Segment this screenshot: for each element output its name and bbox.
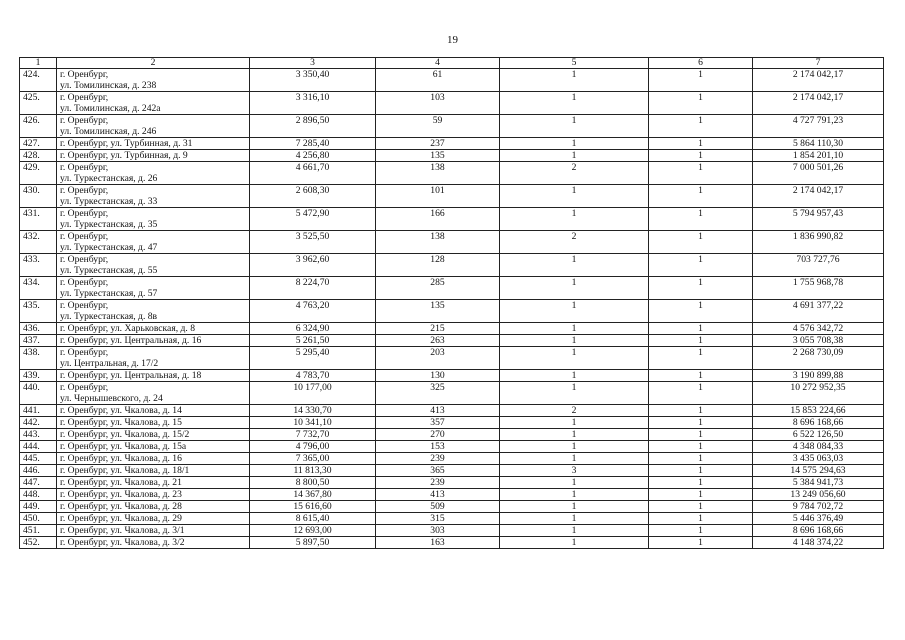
table-row bbox=[20, 185, 884, 208]
address-line: г. Оренбург, bbox=[60, 208, 109, 219]
column-4-cell: 413 bbox=[376, 489, 500, 501]
address-line: г. Оренбург, bbox=[60, 277, 109, 288]
column-4-cell: 263 bbox=[376, 335, 500, 347]
table-row bbox=[20, 441, 884, 453]
table-row bbox=[20, 429, 884, 441]
column-5-cell: 1 bbox=[500, 138, 649, 150]
table-row bbox=[20, 277, 884, 300]
row-number-cell: 439. bbox=[20, 370, 57, 382]
column-number-header-row bbox=[20, 58, 884, 69]
row-number-cell: 447. bbox=[20, 477, 57, 489]
column-4-cell: 163 bbox=[376, 537, 500, 549]
table-row bbox=[20, 335, 884, 347]
address-line: г. Оренбург, ул. Чкалова, д. 28 bbox=[60, 501, 182, 512]
address-cell bbox=[57, 537, 250, 549]
address-cell bbox=[57, 370, 250, 382]
address-line: г. Оренбург, ул. Чкалова, д. 16 bbox=[60, 453, 182, 464]
address-cell bbox=[57, 347, 250, 370]
column-3-cell: 7 365,00 bbox=[250, 453, 376, 465]
column-header: 5 bbox=[500, 58, 649, 69]
address-line: г. Оренбург, bbox=[60, 162, 109, 173]
row-number-cell: 427. bbox=[20, 138, 57, 150]
address-cell bbox=[57, 150, 250, 162]
column-5-cell: 1 bbox=[500, 254, 649, 277]
column-4-cell: 153 bbox=[376, 441, 500, 453]
address-line: ул. Туркестанская, д. 35 bbox=[60, 219, 158, 230]
column-6-cell: 1 bbox=[649, 382, 753, 405]
column-3-cell: 5 295,40 bbox=[250, 347, 376, 370]
address-cell bbox=[57, 405, 250, 417]
column-6-cell: 1 bbox=[649, 150, 753, 162]
column-3-cell: 6 324,90 bbox=[250, 323, 376, 335]
column-7-cell: 7 000 501,26 bbox=[753, 162, 884, 185]
table-row bbox=[20, 417, 884, 429]
column-7-cell: 13 249 056,60 bbox=[753, 489, 884, 501]
column-6-cell: 1 bbox=[649, 185, 753, 208]
column-6-cell: 1 bbox=[649, 370, 753, 382]
row-number-cell: 445. bbox=[20, 453, 57, 465]
column-5-cell: 1 bbox=[500, 477, 649, 489]
address-line: г. Оренбург, bbox=[60, 300, 109, 311]
row-number-cell: 444. bbox=[20, 441, 57, 453]
address-cell bbox=[57, 277, 250, 300]
column-6-cell: 1 bbox=[649, 277, 753, 300]
column-7-cell: 4 691 377,22 bbox=[753, 300, 884, 323]
row-number-cell: 436. bbox=[20, 323, 57, 335]
address-line: г. Оренбург, ул. Чкалова, д. 3/2 bbox=[60, 537, 185, 548]
address-line: ул. Томилинская, д. 246 bbox=[60, 126, 157, 137]
address-line: г. Оренбург, bbox=[60, 69, 109, 80]
row-number-cell: 433. bbox=[20, 254, 57, 277]
column-6-cell: 1 bbox=[649, 323, 753, 335]
column-4-cell: 325 bbox=[376, 382, 500, 405]
column-7-cell: 14 575 294,63 bbox=[753, 465, 884, 477]
address-cell bbox=[57, 69, 250, 92]
address-cell bbox=[57, 489, 250, 501]
row-number-cell: 434. bbox=[20, 277, 57, 300]
column-7-cell: 4 148 374,22 bbox=[753, 537, 884, 549]
column-3-cell: 5 472,90 bbox=[250, 208, 376, 231]
column-6-cell: 1 bbox=[649, 441, 753, 453]
address-cell bbox=[57, 335, 250, 347]
address-line: ул. Туркестанская, д. 26 bbox=[60, 173, 158, 184]
address-cell bbox=[57, 465, 250, 477]
address-line: г. Оренбург, ул. Чкалова, д. 23 bbox=[60, 489, 182, 500]
column-7-cell: 5 384 941,73 bbox=[753, 477, 884, 489]
address-line: ул. Туркестанская, д. 55 bbox=[60, 265, 158, 276]
column-header: 7 bbox=[753, 58, 884, 69]
column-4-cell: 101 bbox=[376, 185, 500, 208]
address-cell bbox=[57, 453, 250, 465]
column-6-cell: 1 bbox=[649, 513, 753, 525]
column-3-cell: 7 732,70 bbox=[250, 429, 376, 441]
address-line: г. Оренбург, ул. Чкалова, д. 15а bbox=[60, 441, 187, 452]
column-7-cell: 5 794 957,43 bbox=[753, 208, 884, 231]
column-5-cell: 1 bbox=[500, 513, 649, 525]
column-6-cell: 1 bbox=[649, 537, 753, 549]
table-row bbox=[20, 300, 884, 323]
column-3-cell: 8 800,50 bbox=[250, 477, 376, 489]
address-line: ул. Томилинская, д. 238 bbox=[60, 80, 157, 91]
row-number-cell: 426. bbox=[20, 115, 57, 138]
row-number-cell: 449. bbox=[20, 501, 57, 513]
column-5-cell: 1 bbox=[500, 501, 649, 513]
column-6-cell: 1 bbox=[649, 115, 753, 138]
column-5-cell: 1 bbox=[500, 115, 649, 138]
address-line: г. Оренбург, ул. Харьковская, д. 8 bbox=[60, 323, 196, 334]
address-cell bbox=[57, 138, 250, 150]
page-number: 19 bbox=[447, 34, 458, 46]
address-line: г. Оренбург, bbox=[60, 231, 109, 242]
address-cell bbox=[57, 92, 250, 115]
column-3-cell: 2 896,50 bbox=[250, 115, 376, 138]
row-number-cell: 448. bbox=[20, 489, 57, 501]
column-5-cell: 1 bbox=[500, 69, 649, 92]
row-number-cell: 451. bbox=[20, 525, 57, 537]
column-6-cell: 1 bbox=[649, 477, 753, 489]
address-line: г. Оренбург, bbox=[60, 92, 109, 103]
table-row bbox=[20, 92, 884, 115]
column-7-cell: 8 696 168,66 bbox=[753, 525, 884, 537]
row-number-cell: 430. bbox=[20, 185, 57, 208]
row-number-cell: 442. bbox=[20, 417, 57, 429]
column-4-cell: 303 bbox=[376, 525, 500, 537]
column-4-cell: 130 bbox=[376, 370, 500, 382]
row-number-cell: 432. bbox=[20, 231, 57, 254]
column-5-cell: 1 bbox=[500, 537, 649, 549]
row-number-cell: 429. bbox=[20, 162, 57, 185]
column-3-cell: 14 367,80 bbox=[250, 489, 376, 501]
column-4-cell: 138 bbox=[376, 231, 500, 254]
address-cell bbox=[57, 382, 250, 405]
column-3-cell: 4 256,80 bbox=[250, 150, 376, 162]
column-6-cell: 1 bbox=[649, 254, 753, 277]
address-line: г. Оренбург, bbox=[60, 347, 109, 358]
column-3-cell: 3 525,50 bbox=[250, 231, 376, 254]
table-row bbox=[20, 347, 884, 370]
column-7-cell: 1 755 968,78 bbox=[753, 277, 884, 300]
column-6-cell: 1 bbox=[649, 231, 753, 254]
column-4-cell: 215 bbox=[376, 323, 500, 335]
column-4-cell: 237 bbox=[376, 138, 500, 150]
column-3-cell: 10 177,00 bbox=[250, 382, 376, 405]
column-header: 6 bbox=[649, 58, 753, 69]
column-4-cell: 239 bbox=[376, 477, 500, 489]
address-line: г. Оренбург, ул. Турбинная, д. 31 bbox=[60, 138, 193, 149]
address-line: г. Оренбург, ул. Центральная, д. 18 bbox=[60, 370, 202, 381]
column-3-cell: 3 350,40 bbox=[250, 69, 376, 92]
column-6-cell: 1 bbox=[649, 501, 753, 513]
table-row bbox=[20, 501, 884, 513]
column-6-cell: 1 bbox=[649, 335, 753, 347]
column-3-cell: 2 608,30 bbox=[250, 185, 376, 208]
column-4-cell: 138 bbox=[376, 162, 500, 185]
address-line: г. Оренбург, ул. Чкалова, д. 18/1 bbox=[60, 465, 190, 476]
row-number-cell: 431. bbox=[20, 208, 57, 231]
table-row bbox=[20, 138, 884, 150]
column-7-cell: 3 435 063,03 bbox=[753, 453, 884, 465]
table-row bbox=[20, 477, 884, 489]
table-row bbox=[20, 382, 884, 405]
column-4-cell: 239 bbox=[376, 453, 500, 465]
address-cell bbox=[57, 429, 250, 441]
table-row bbox=[20, 208, 884, 231]
address-cell bbox=[57, 501, 250, 513]
row-number-cell: 446. bbox=[20, 465, 57, 477]
row-number-cell: 437. bbox=[20, 335, 57, 347]
column-3-cell: 4 763,20 bbox=[250, 300, 376, 323]
column-7-cell: 1 854 201,10 bbox=[753, 150, 884, 162]
address-line: ул. Туркестанская, д. 33 bbox=[60, 196, 158, 207]
table-row bbox=[20, 370, 884, 382]
column-5-cell: 1 bbox=[500, 489, 649, 501]
column-7-cell: 4 348 084,33 bbox=[753, 441, 884, 453]
column-3-cell: 4 661,70 bbox=[250, 162, 376, 185]
address-line: г. Оренбург, ул. Чкалова, д. 21 bbox=[60, 477, 182, 488]
table-row bbox=[20, 537, 884, 549]
table-row bbox=[20, 254, 884, 277]
address-line: ул. Туркестанская, д. 8в bbox=[60, 311, 158, 322]
address-cell bbox=[57, 162, 250, 185]
table-row bbox=[20, 405, 884, 417]
column-5-cell: 2 bbox=[500, 405, 649, 417]
column-3-cell: 10 341,10 bbox=[250, 417, 376, 429]
column-7-cell: 5 446 376,49 bbox=[753, 513, 884, 525]
column-header: 1 bbox=[20, 58, 57, 69]
column-6-cell: 1 bbox=[649, 465, 753, 477]
column-6-cell: 1 bbox=[649, 347, 753, 370]
column-7-cell: 703 727,76 bbox=[753, 254, 884, 277]
column-header: 4 bbox=[376, 58, 500, 69]
column-4-cell: 357 bbox=[376, 417, 500, 429]
column-7-cell: 9 784 702,72 bbox=[753, 501, 884, 513]
address-cell bbox=[57, 525, 250, 537]
column-7-cell: 3 055 708,38 bbox=[753, 335, 884, 347]
column-7-cell: 4 576 342,72 bbox=[753, 323, 884, 335]
column-5-cell: 1 bbox=[500, 347, 649, 370]
column-4-cell: 270 bbox=[376, 429, 500, 441]
address-line: ул. Туркестанская, д. 47 bbox=[60, 242, 158, 253]
column-7-cell: 4 727 791,23 bbox=[753, 115, 884, 138]
column-3-cell: 8 224,70 bbox=[250, 277, 376, 300]
column-5-cell: 1 bbox=[500, 277, 649, 300]
column-4-cell: 285 bbox=[376, 277, 500, 300]
column-5-cell: 2 bbox=[500, 231, 649, 254]
address-line: г. Оренбург, ул. Чкалова, д. 15/2 bbox=[60, 429, 190, 440]
address-line: ул. Чернышевского, д. 24 bbox=[60, 393, 163, 404]
column-header: 3 bbox=[250, 58, 376, 69]
column-6-cell: 1 bbox=[649, 69, 753, 92]
column-3-cell: 5 897,50 bbox=[250, 537, 376, 549]
column-4-cell: 61 bbox=[376, 69, 500, 92]
table-row bbox=[20, 115, 884, 138]
address-cell bbox=[57, 477, 250, 489]
column-7-cell: 6 522 126,50 bbox=[753, 429, 884, 441]
address-line: г. Оренбург, ул. Чкалова, д. 15 bbox=[60, 417, 182, 428]
column-7-cell: 2 174 042,17 bbox=[753, 185, 884, 208]
column-7-cell: 5 864 110,30 bbox=[753, 138, 884, 150]
column-7-cell: 2 268 730,09 bbox=[753, 347, 884, 370]
column-6-cell: 1 bbox=[649, 417, 753, 429]
column-3-cell: 3 962,60 bbox=[250, 254, 376, 277]
column-5-cell: 1 bbox=[500, 300, 649, 323]
address-line: г. Оренбург, bbox=[60, 254, 109, 265]
address-line: г. Оренбург, ул. Чкалова, д. 3/1 bbox=[60, 525, 185, 536]
row-number-cell: 424. bbox=[20, 69, 57, 92]
address-cell bbox=[57, 417, 250, 429]
table-row bbox=[20, 162, 884, 185]
column-5-cell: 1 bbox=[500, 185, 649, 208]
table-row bbox=[20, 231, 884, 254]
column-3-cell: 12 693,00 bbox=[250, 525, 376, 537]
address-line: г. Оренбург, bbox=[60, 185, 109, 196]
address-cell bbox=[57, 300, 250, 323]
address-line: г. Оренбург, ул. Турбинная, д. 9 bbox=[60, 150, 188, 161]
column-5-cell: 3 bbox=[500, 465, 649, 477]
column-4-cell: 135 bbox=[376, 300, 500, 323]
address-cell bbox=[57, 231, 250, 254]
column-7-cell: 2 174 042,17 bbox=[753, 92, 884, 115]
column-3-cell: 7 285,40 bbox=[250, 138, 376, 150]
address-line: ул. Туркестанская, д. 57 bbox=[60, 288, 158, 299]
column-5-cell: 1 bbox=[500, 453, 649, 465]
address-line: г. Оренбург, bbox=[60, 382, 109, 393]
column-4-cell: 128 bbox=[376, 254, 500, 277]
column-4-cell: 509 bbox=[376, 501, 500, 513]
column-4-cell: 166 bbox=[376, 208, 500, 231]
row-number-cell: 440. bbox=[20, 382, 57, 405]
column-4-cell: 365 bbox=[376, 465, 500, 477]
address-line: ул. Центральная, д. 17/2 bbox=[60, 358, 159, 369]
column-3-cell: 14 330,70 bbox=[250, 405, 376, 417]
column-3-cell: 4 783,70 bbox=[250, 370, 376, 382]
row-number-cell: 425. bbox=[20, 92, 57, 115]
column-5-cell: 1 bbox=[500, 525, 649, 537]
column-5-cell: 1 bbox=[500, 429, 649, 441]
address-cell bbox=[57, 208, 250, 231]
table-row bbox=[20, 69, 884, 92]
address-cell bbox=[57, 115, 250, 138]
row-number-cell: 438. bbox=[20, 347, 57, 370]
column-5-cell: 1 bbox=[500, 417, 649, 429]
column-5-cell: 1 bbox=[500, 370, 649, 382]
column-3-cell: 5 261,50 bbox=[250, 335, 376, 347]
column-6-cell: 1 bbox=[649, 429, 753, 441]
table-row bbox=[20, 150, 884, 162]
address-cell bbox=[57, 323, 250, 335]
column-header: 2 bbox=[57, 58, 250, 69]
table-row bbox=[20, 489, 884, 501]
column-5-cell: 1 bbox=[500, 208, 649, 231]
row-number-cell: 443. bbox=[20, 429, 57, 441]
column-3-cell: 4 796,00 bbox=[250, 441, 376, 453]
column-4-cell: 103 bbox=[376, 92, 500, 115]
housing-register-table bbox=[19, 57, 884, 549]
address-line: г. Оренбург, ул. Чкалова, д. 29 bbox=[60, 513, 182, 524]
column-5-cell: 1 bbox=[500, 92, 649, 115]
column-3-cell: 8 615,40 bbox=[250, 513, 376, 525]
column-6-cell: 1 bbox=[649, 453, 753, 465]
column-6-cell: 1 bbox=[649, 300, 753, 323]
column-4-cell: 135 bbox=[376, 150, 500, 162]
column-3-cell: 15 616,60 bbox=[250, 501, 376, 513]
address-cell bbox=[57, 513, 250, 525]
address-line: г. Оренбург, ул. Чкалова, д. 14 bbox=[60, 405, 182, 416]
column-5-cell: 1 bbox=[500, 335, 649, 347]
column-7-cell: 10 272 952,35 bbox=[753, 382, 884, 405]
column-3-cell: 3 316,10 bbox=[250, 92, 376, 115]
row-number-cell: 435. bbox=[20, 300, 57, 323]
column-7-cell: 15 853 224,66 bbox=[753, 405, 884, 417]
column-5-cell: 2 bbox=[500, 162, 649, 185]
column-4-cell: 59 bbox=[376, 115, 500, 138]
row-number-cell: 450. bbox=[20, 513, 57, 525]
address-cell bbox=[57, 254, 250, 277]
column-5-cell: 1 bbox=[500, 441, 649, 453]
address-cell bbox=[57, 185, 250, 208]
address-line: г. Оренбург, ул. Центральная, д. 16 bbox=[60, 335, 202, 346]
table-row bbox=[20, 453, 884, 465]
column-4-cell: 413 bbox=[376, 405, 500, 417]
address-cell bbox=[57, 441, 250, 453]
address-line: ул. Томилинская, д. 242а bbox=[60, 103, 161, 114]
column-4-cell: 315 bbox=[376, 513, 500, 525]
column-6-cell: 1 bbox=[649, 162, 753, 185]
column-7-cell: 3 190 899,88 bbox=[753, 370, 884, 382]
column-5-cell: 1 bbox=[500, 150, 649, 162]
column-7-cell: 2 174 042,17 bbox=[753, 69, 884, 92]
column-4-cell: 203 bbox=[376, 347, 500, 370]
column-6-cell: 1 bbox=[649, 489, 753, 501]
column-7-cell: 8 696 168,66 bbox=[753, 417, 884, 429]
column-6-cell: 1 bbox=[649, 405, 753, 417]
table-row bbox=[20, 513, 884, 525]
row-number-cell: 428. bbox=[20, 150, 57, 162]
column-3-cell: 11 813,30 bbox=[250, 465, 376, 477]
column-6-cell: 1 bbox=[649, 138, 753, 150]
row-number-cell: 452. bbox=[20, 537, 57, 549]
column-6-cell: 1 bbox=[649, 92, 753, 115]
table-body bbox=[20, 69, 884, 549]
column-5-cell: 1 bbox=[500, 382, 649, 405]
row-number-cell: 441. bbox=[20, 405, 57, 417]
table-row bbox=[20, 323, 884, 335]
column-5-cell: 1 bbox=[500, 323, 649, 335]
table-row bbox=[20, 465, 884, 477]
table-row bbox=[20, 525, 884, 537]
column-6-cell: 1 bbox=[649, 208, 753, 231]
address-line: г. Оренбург, bbox=[60, 115, 109, 126]
column-7-cell: 1 836 990,82 bbox=[753, 231, 884, 254]
column-6-cell: 1 bbox=[649, 525, 753, 537]
